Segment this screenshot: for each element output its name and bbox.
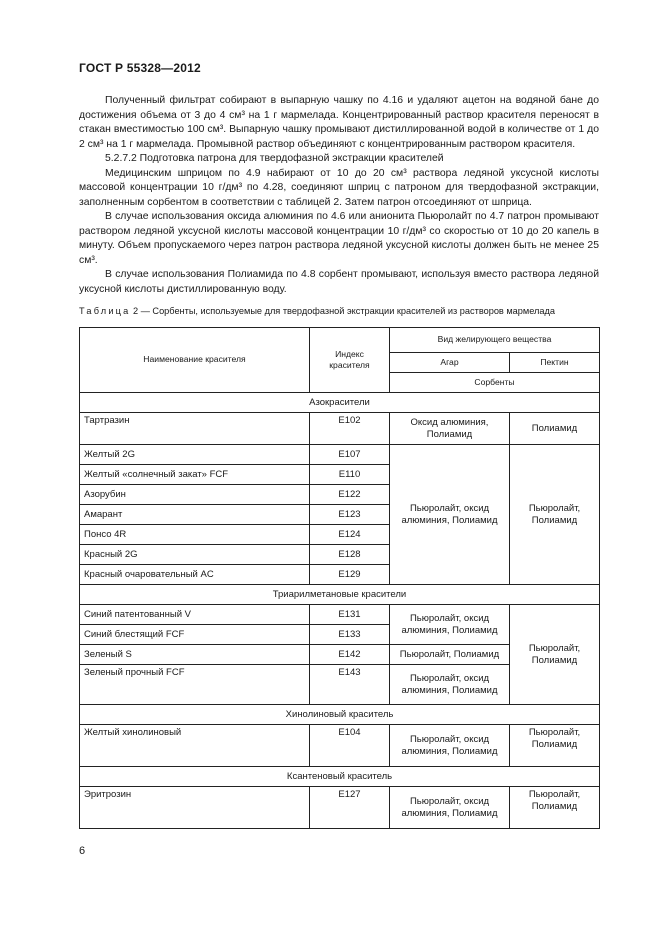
document-header: ГОСТ Р 55328—2012 — [79, 61, 201, 75]
header-gelling-agent: Вид желирующего вещества — [390, 328, 600, 353]
header-index: Индекс красителя — [310, 328, 390, 393]
agar-sorbent: Пьюролайт, оксид алюминия, Полиамид — [390, 605, 510, 645]
paragraph: В случае использования Полиамида по 4.8 сорбент промывают, используя вместо раствора ледяной уксусной кислоты дистиллированную воду. — [79, 269, 599, 295]
pectin-sorbent: Пьюролайт, Полиамид — [510, 605, 600, 705]
pectin-sorbent: Пьюролайт, Полиамид — [510, 445, 600, 585]
agar-sorbent: Пьюролайт, оксид алюминия, Полиамид — [390, 665, 510, 705]
group-xanthene: Ксантеновый краситель — [80, 767, 600, 787]
dye-name: Синий патентованный V — [80, 605, 310, 625]
dye-index: E143 — [310, 665, 390, 705]
dye-name: Зеленый прочный FCF — [80, 665, 310, 705]
paragraph: Медицинским шприцом по 4.9 набирают от 10 до 20 см³ раствора ледяной уксусной кислоты массовой концентрации 10 г/дм³ по 4.28, соединяют шприц с патроном для твердофазной экстракции, заполненным сорбентом в соответствии с таблицей 2. Затем патрон отсоединяют от шприца. — [79, 167, 599, 208]
section-heading: 5.2.7.2 Подготовка патрона для твердофазной экстракции красителей — [105, 153, 444, 164]
dye-name: Зеленый S — [80, 645, 310, 665]
caption-label: Таблица — [79, 306, 131, 316]
dye-name: Понсо 4R — [80, 525, 310, 545]
header-agar: Агар — [390, 353, 510, 373]
dye-name: Тартразин — [80, 413, 310, 445]
dye-name: Желтый «солнечный закат» FCF — [80, 465, 310, 485]
dye-name: Красный 2G — [80, 545, 310, 565]
body-text — [79, 94, 599, 297]
caption-number: 2 — [133, 306, 139, 316]
agar-sorbent: Пьюролайт, Полиамид — [390, 645, 510, 665]
dye-index: E142 — [310, 645, 390, 665]
dye-name: Синий блестящий FCF — [80, 625, 310, 645]
group-azo: Азокрасители — [80, 393, 600, 413]
dye-index: E102 — [310, 413, 390, 445]
dye-index: E110 — [310, 465, 390, 485]
dye-name: Эритрозин — [80, 787, 310, 829]
table-caption — [79, 306, 619, 316]
header-sorbents: Сорбенты — [390, 373, 600, 393]
dye-index: E133 — [310, 625, 390, 645]
paragraph: В случае использования оксида алюминия по 4.6 или анионита Пьюролайт по 4.7 патрон промывают раствором ледяной уксусной кислоты массовой концентрации 10 г/дм³ со скоростью от 10 до 20 капель в минуту. Объем пропускаемого через патрон раствора ледяной уксусной кислоты должен быть не менее 25 см³. — [79, 211, 599, 266]
agar-sorbent: Пьюролайт, оксид алюминия, Полиамид — [390, 787, 510, 829]
header-dye-name: Наименование красителя — [80, 328, 310, 393]
dye-name: Красный очаровательный AC — [80, 565, 310, 585]
group-triarylmethane: Триарилметановые красители — [80, 585, 600, 605]
group-quinoline: Хинолиновый краситель — [80, 705, 600, 725]
dye-name: Азорубин — [80, 485, 310, 505]
pectin-sorbent: Пьюролайт, Полиамид — [510, 725, 600, 767]
dye-index: E129 — [310, 565, 390, 585]
sorbents-table — [79, 327, 600, 829]
pectin-sorbent: Пьюролайт, Полиамид — [510, 787, 600, 829]
page-number: 6 — [79, 845, 86, 857]
agar-sorbent: Оксид алюминия, Полиамид — [390, 413, 510, 445]
dye-index: E131 — [310, 605, 390, 625]
dye-name: Желтый хинолиновый — [80, 725, 310, 767]
header-pectin: Пектин — [510, 353, 600, 373]
agar-sorbent: Пьюролайт, оксид алюминия, Полиамид — [390, 725, 510, 767]
dye-index: E123 — [310, 505, 390, 525]
dye-name: Желтый 2G — [80, 445, 310, 465]
dye-index: E124 — [310, 525, 390, 545]
dye-index: E128 — [310, 545, 390, 565]
agar-sorbent: Пьюролайт, оксид алюминия, Полиамид — [390, 445, 510, 585]
dye-index: E107 — [310, 445, 390, 465]
dye-index: E127 — [310, 787, 390, 829]
paragraph: Полученный фильтрат собирают в выпарную чашку по 4.16 и удаляют ацетон на водяной бане до достижения объема от 3 до 4 см³ на 1 г мармелада. Концентрированный раствор красителя переносят в стакан вместимостью 100 см³. Выпарную чашку промывают дистиллированной водой в количестве от 1 до 2 см³ на 1 г мармелада. Промывной раствор объединяют с концентрированным раствором красителя. — [79, 95, 599, 150]
dye-name: Амарант — [80, 505, 310, 525]
dye-index: E104 — [310, 725, 390, 767]
dye-index: E122 — [310, 485, 390, 505]
caption-text: — Сорбенты, используемые для твердофазной экстракции красителей из растворов мармелада — [140, 306, 555, 316]
pectin-sorbent: Полиамид — [510, 413, 600, 445]
